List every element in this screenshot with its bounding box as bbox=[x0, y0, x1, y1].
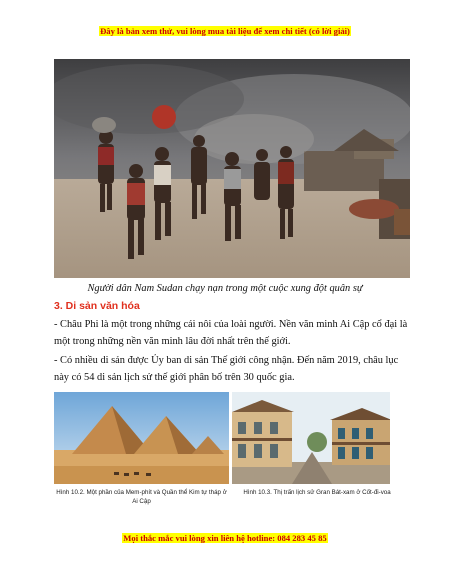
preview-notice-text: Đây là bản xem thử, vui lòng mua tài liệu để xem chi tiết (có lời giải) bbox=[100, 26, 350, 36]
hotline-notice-banner bbox=[0, 533, 450, 543]
grand-bassam-image bbox=[232, 392, 390, 484]
preview-notice-banner bbox=[0, 26, 450, 36]
pyramids-image bbox=[54, 392, 229, 484]
section-heading: 3. Di sản văn hóa bbox=[54, 300, 140, 312]
paragraph-heritage: - Có nhiều di sản được Ủy ban di sản Thế giới công nhận. Đến năm 2019, châu lục này có 54 di sản lịch sử thế giới phân bố trên 30 quốc gia. bbox=[54, 355, 399, 383]
hotline-notice-text: Mọi thắc mắc vui lòng xin liên hệ hotline: 084 283 45 85 bbox=[123, 533, 327, 543]
photo-caption: Người dân Nam Sudan chạy nạn trong một cuộc xung đột quân sự bbox=[87, 283, 363, 294]
figure-10-3-caption: Hình 10.3. Thị trấn lịch sử Gran Bát-xam ở Cốt-đi-voa bbox=[243, 489, 391, 496]
paragraph-civilization: - Châu Phi là một trong những cái nôi của loài người. Nền văn minh Ai Cập cổ đại là một trong những nền văn minh lâu đời nhất trên thế giới. bbox=[54, 319, 408, 347]
figure-10-2-caption: Hình 10.2. Một phần của Mem-phít và Quần thể Kim tự tháp ở Ai Cập bbox=[56, 489, 227, 505]
refugees-photo bbox=[54, 59, 410, 278]
